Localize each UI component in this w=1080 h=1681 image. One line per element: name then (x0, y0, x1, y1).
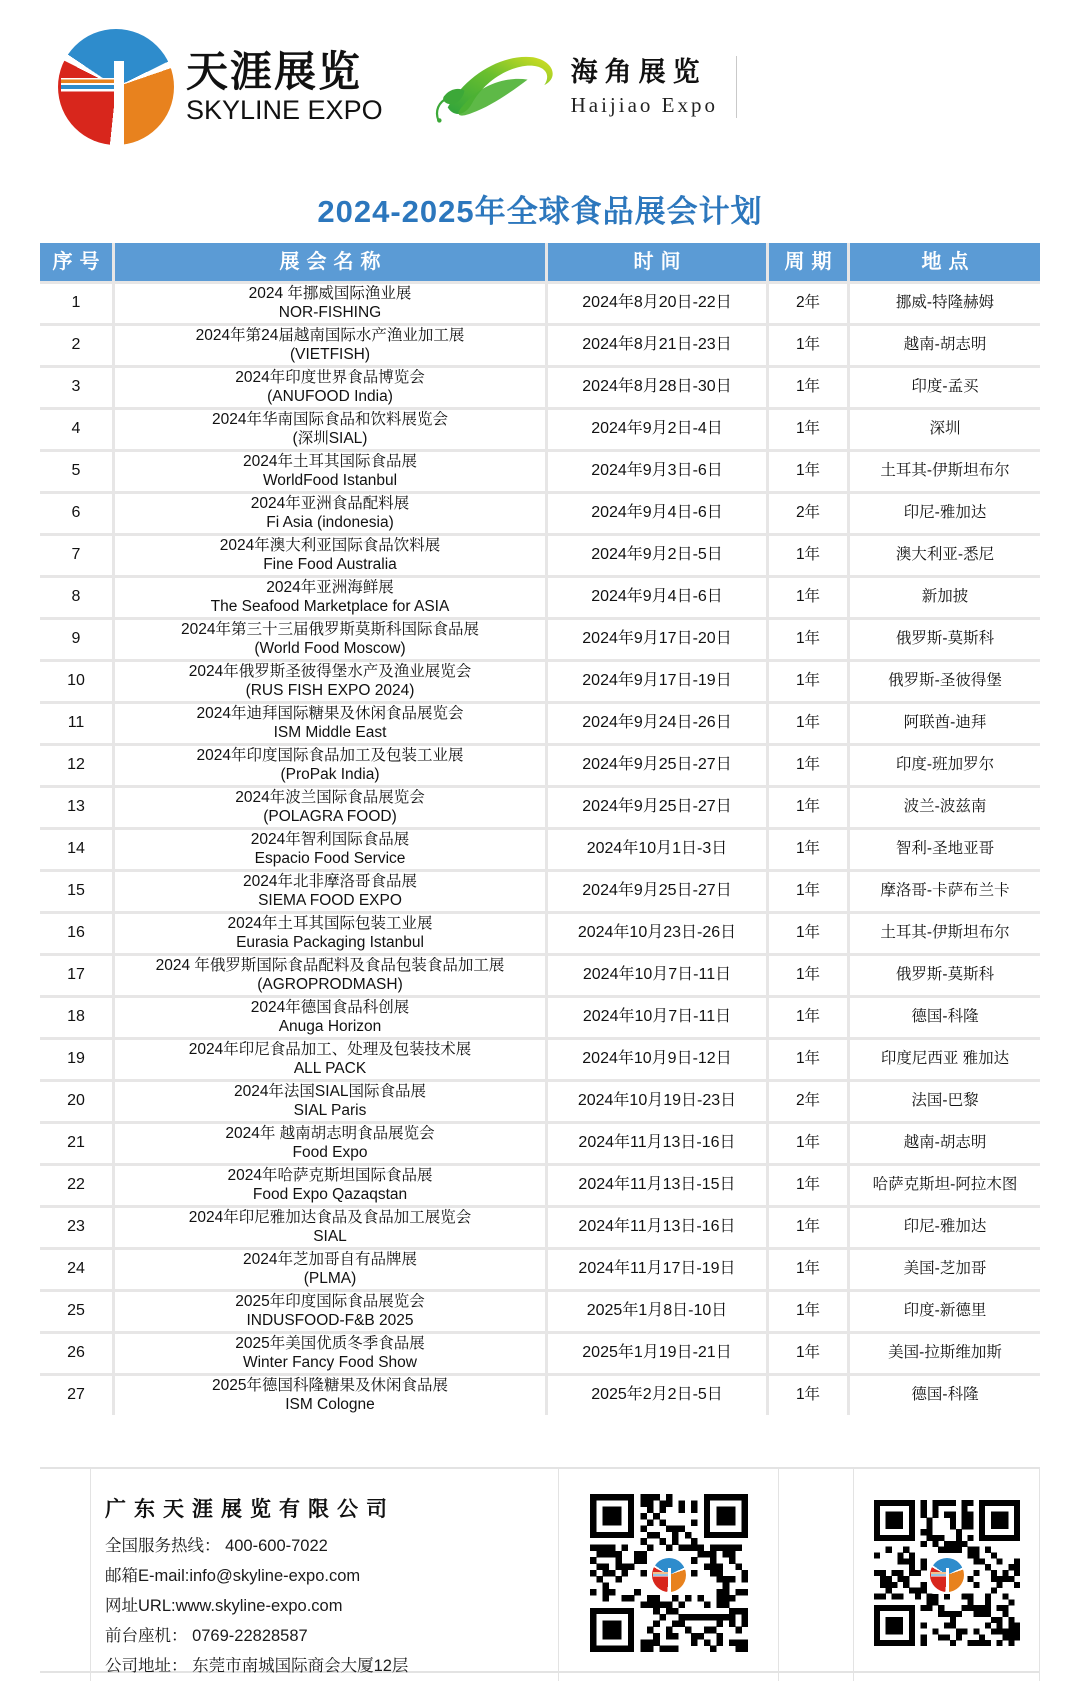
row-number: 8 (40, 578, 112, 617)
haijiao-leaf-icon (431, 41, 561, 133)
exhibition-cycle: 1年 (769, 1040, 847, 1079)
row-number: 24 (40, 1250, 112, 1289)
exhibition-name (115, 872, 545, 911)
brand-header (0, 0, 1080, 146)
exhibition-date: 2024年9月25日-27日 (548, 788, 766, 827)
exhibition-date: 2024年9月2日-5日 (548, 536, 766, 575)
exhibition-name (115, 536, 545, 575)
exhibition-name-cn: 2024 年俄罗斯国际食品配料及食品包装食品加工展 (155, 957, 505, 974)
row-number: 25 (40, 1292, 112, 1331)
exhibition-date: 2024年9月25日-27日 (548, 746, 766, 785)
exhibition-name-en: INDUSFOOD-F&B 2025 (246, 1311, 414, 1329)
exhibition-cycle: 2年 (769, 494, 847, 533)
exhibition-cycle: 1年 (769, 1250, 847, 1289)
exhibition-name-en: NOR-FISHING (278, 303, 382, 321)
company-phone: 前台座机： 0769-22828587 (105, 1627, 308, 1645)
row-number: 22 (40, 1166, 112, 1205)
qr-code-left (582, 1486, 756, 1665)
exhibition-date: 2024年9月4日-6日 (548, 578, 766, 617)
exhibition-name-en: SIEMA FOOD EXPO (258, 891, 402, 909)
qr-right-pie-logo-icon (928, 1556, 966, 1594)
exhibition-date: 2024年9月24日-26日 (548, 704, 766, 743)
exhibition-cycle: 1年 (769, 1334, 847, 1373)
exhibition-date: 2025年1月19日-21日 (548, 1334, 766, 1373)
exhibition-name-en: (ProPak India) (280, 765, 380, 783)
row-number: 15 (40, 872, 112, 911)
exhibition-location: 美国-拉斯维加斯 (850, 1334, 1040, 1373)
exhibition-location: 深圳 (850, 410, 1040, 449)
exhibition-name (115, 746, 545, 785)
row-number: 18 (40, 998, 112, 1037)
exhibition-cycle: 1年 (769, 1208, 847, 1247)
exhibition-name-en: Food Expo Qazaqstan (252, 1185, 408, 1203)
exhibition-name-en: Fi Asia (indonesia) (266, 513, 394, 531)
exhibition-name-cn: 2025年印度国际食品展览会 (235, 1293, 425, 1310)
exhibition-date: 2024年11月17日-19日 (548, 1250, 766, 1289)
company-email: 邮箱E-mail:info@skyline-expo.com (105, 1567, 361, 1585)
column-header-name: 展会名称 (115, 243, 545, 281)
exhibition-location: 印度尼西亚 雅加达 (850, 1040, 1040, 1079)
exhibition-name (115, 662, 545, 701)
exhibition-cycle: 1年 (769, 410, 847, 449)
exhibition-name-cn: 2024年哈萨克斯坦国际食品展 (227, 1167, 433, 1184)
exhibition-location: 印尼-雅加达 (850, 494, 1040, 533)
exhibition-name-cn: 2024年法国SIAL国际食品展 (233, 1083, 427, 1100)
exhibition-date: 2024年8月28日-30日 (548, 368, 766, 407)
exhibition-name-en: Winter Fancy Food Show (242, 1353, 417, 1371)
exhibition-name (115, 494, 545, 533)
exhibition-cycle: 1年 (769, 368, 847, 407)
company-address: 公司地址： 东莞市南城国际商会大厦12层 (105, 1657, 409, 1675)
exhibition-cycle: 1年 (769, 1292, 847, 1331)
exhibition-name-cn: 2024年北非摩洛哥食品展 (243, 873, 417, 890)
qr-code-right (866, 1492, 1028, 1659)
exhibition-name-en: (RUS FISH EXPO 2024) (245, 681, 415, 699)
qr-left-pie-logo-icon (650, 1556, 688, 1594)
exhibition-cycle: 1年 (769, 326, 847, 365)
exhibition-name (115, 1124, 545, 1163)
exhibition-name (115, 326, 545, 365)
exhibition-location: 智利-圣地亚哥 (850, 830, 1040, 869)
exhibition-table (40, 243, 1040, 1415)
exhibition-name (115, 620, 545, 659)
exhibition-cycle: 1年 (769, 956, 847, 995)
exhibition-name-cn: 2024年德国食品科创展 (250, 999, 410, 1016)
exhibition-name-en: (VIETFISH) (289, 345, 371, 363)
exhibition-name (115, 1208, 545, 1247)
exhibition-date: 2024年11月13日-15日 (548, 1166, 766, 1205)
haijiao-name-cn: 海角展览 (570, 56, 707, 87)
company-info (90, 1469, 558, 1681)
exhibition-name (115, 1082, 545, 1121)
exhibition-location: 哈萨克斯坦-阿拉木图 (850, 1166, 1040, 1205)
exhibition-name (115, 998, 545, 1037)
exhibition-location: 印尼-雅加达 (850, 1208, 1040, 1247)
exhibition-name-cn: 2024年第24届越南国际水产渔业加工展 (195, 327, 465, 344)
exhibition-name (115, 1376, 545, 1415)
exhibition-date: 2025年1月8日-10日 (548, 1292, 766, 1331)
exhibition-name-cn: 2025年德国科隆糖果及休闲食品展 (212, 1377, 448, 1394)
exhibition-name-en: Food Expo (292, 1143, 368, 1161)
column-header-cycle: 周期 (769, 243, 847, 281)
exhibition-name-en: (ANUFOOD India) (267, 387, 393, 405)
row-number: 9 (40, 620, 112, 659)
exhibition-name-cn: 2024年迪拜国际糖果及休闲食品展览会 (196, 705, 464, 722)
exhibition-cycle: 1年 (769, 536, 847, 575)
exhibition-location: 俄罗斯-莫斯科 (850, 620, 1040, 659)
haijiao-logo (431, 41, 718, 133)
row-number: 21 (40, 1124, 112, 1163)
exhibition-location: 摩洛哥-卡萨布兰卡 (850, 872, 1040, 911)
skyline-name-en: SKYLINE EXPO (186, 94, 383, 125)
exhibition-date: 2024年9月17日-20日 (548, 620, 766, 659)
exhibition-date: 2024年10月9日-12日 (548, 1040, 766, 1079)
skyline-pie-logo-icon (58, 29, 174, 145)
skyline-logo-text (186, 47, 383, 125)
exhibition-name (115, 704, 545, 743)
footer-qr-cell-right (853, 1469, 1040, 1681)
exhibition-date: 2024年8月20日-22日 (548, 284, 766, 323)
haijiao-name-en: Haijiao Expo (570, 92, 718, 117)
exhibition-location: 德国-科隆 (850, 998, 1040, 1037)
exhibition-name-en: Eurasia Packaging Istanbul (236, 933, 424, 951)
exhibition-name-en: (AGROPRODMASH) (257, 975, 403, 993)
row-number: 13 (40, 788, 112, 827)
exhibition-cycle: 1年 (769, 620, 847, 659)
exhibition-name (115, 830, 545, 869)
row-number: 5 (40, 452, 112, 491)
exhibition-location: 挪威-特隆赫姆 (850, 284, 1040, 323)
exhibition-location: 新加披 (850, 578, 1040, 617)
exhibition-date: 2024年11月13日-16日 (548, 1208, 766, 1247)
column-header-date: 时间 (548, 243, 766, 281)
exhibition-location: 波兰-波兹南 (850, 788, 1040, 827)
row-number: 1 (40, 284, 112, 323)
exhibition-name (115, 368, 545, 407)
haijiao-logo-text (570, 56, 718, 117)
exhibition-name (115, 956, 545, 995)
exhibition-name-en: Espacio Food Service (254, 849, 406, 867)
exhibition-name-cn: 2024年亚洲海鲜展 (266, 579, 394, 596)
exhibition-name-cn: 2024年芝加哥自有品牌展 (243, 1251, 417, 1268)
exhibition-location: 俄罗斯-莫斯科 (850, 956, 1040, 995)
exhibition-name-en: WorldFood Istanbul (262, 471, 398, 489)
exhibition-cycle: 1年 (769, 788, 847, 827)
page-title: 2024-2025年全球食品展会计划 (317, 194, 763, 229)
exhibition-name-cn: 2024年印度世界食品博览会 (235, 369, 425, 386)
exhibition-name-en: ALL PACK (293, 1059, 367, 1077)
row-number: 26 (40, 1334, 112, 1373)
exhibition-date: 2024年10月1日-3日 (548, 830, 766, 869)
exhibition-name (115, 1334, 545, 1373)
exhibition-name-en: The Seafood Marketplace for ASIA (210, 597, 450, 615)
exhibition-name-en: (PLMA) (303, 1269, 357, 1287)
row-number: 23 (40, 1208, 112, 1247)
exhibition-name-en: SIAL (313, 1227, 347, 1245)
exhibition-date: 2025年2月2日-5日 (548, 1376, 766, 1415)
exhibition-cycle: 1年 (769, 1376, 847, 1415)
row-number: 7 (40, 536, 112, 575)
exhibition-location: 印度-新德里 (850, 1292, 1040, 1331)
exhibition-location: 法国-巴黎 (850, 1082, 1040, 1121)
exhibition-name (115, 914, 545, 953)
row-number: 19 (40, 1040, 112, 1079)
footer-qr-cell-left (558, 1469, 778, 1681)
exhibition-name (115, 1166, 545, 1205)
exhibition-name (115, 1040, 545, 1079)
exhibition-name-en: ISM Cologne (285, 1395, 375, 1413)
exhibition-name-en: (World Food Moscow) (254, 639, 406, 657)
row-number: 6 (40, 494, 112, 533)
exhibition-location: 越南-胡志明 (850, 326, 1040, 365)
exhibition-location: 土耳其-伊斯坦布尔 (850, 452, 1040, 491)
exhibition-name-cn: 2025年美国优质冬季食品展 (235, 1335, 425, 1352)
row-number: 20 (40, 1082, 112, 1121)
exhibition-name-cn: 2024年印度国际食品加工及包装工业展 (196, 747, 464, 764)
exhibition-name-cn: 2024年智利国际食品展 (250, 831, 410, 848)
exhibition-location: 印度-孟买 (850, 368, 1040, 407)
row-number: 11 (40, 704, 112, 743)
exhibition-cycle: 2年 (769, 284, 847, 323)
exhibition-name (115, 284, 545, 323)
exhibition-name-cn: 2024年土耳其国际食品展 (243, 453, 417, 470)
exhibition-date: 2024年11月13日-16日 (548, 1124, 766, 1163)
exhibition-cycle: 1年 (769, 998, 847, 1037)
exhibition-cycle: 1年 (769, 452, 847, 491)
exhibition-name (115, 1250, 545, 1289)
row-number: 16 (40, 914, 112, 953)
exhibition-name-cn: 2024年 越南胡志明食品展览会 (225, 1125, 435, 1142)
exhibition-date: 2024年8月21日-23日 (548, 326, 766, 365)
exhibition-location: 美国-芝加哥 (850, 1250, 1040, 1289)
company-hotline: 全国服务热线： 400-600-7022 (105, 1537, 328, 1555)
exhibition-cycle: 2年 (769, 1082, 847, 1121)
exhibition-date: 2024年10月7日-11日 (548, 998, 766, 1037)
exhibition-date: 2024年9月2日-4日 (548, 410, 766, 449)
exhibition-date: 2024年10月19日-23日 (548, 1082, 766, 1121)
exhibition-cycle: 1年 (769, 578, 847, 617)
exhibition-location: 德国-科隆 (850, 1376, 1040, 1415)
exhibition-location: 越南-胡志明 (850, 1124, 1040, 1163)
exhibition-name-cn: 2024年印尼食品加工、处理及包装技术展 (188, 1041, 472, 1058)
footer (40, 1467, 1040, 1673)
exhibition-cycle: 1年 (769, 1166, 847, 1205)
exhibition-date: 2024年9月25日-27日 (548, 872, 766, 911)
exhibition-name-cn: 2024年澳大利亚国际食品饮料展 (219, 537, 441, 554)
exhibition-cycle: 1年 (769, 914, 847, 953)
row-number: 4 (40, 410, 112, 449)
exhibition-name-cn: 2024年亚洲食品配料展 (250, 495, 410, 512)
exhibition-location: 土耳其-伊斯坦布尔 (850, 914, 1040, 953)
footer-empty-cell (778, 1469, 853, 1681)
column-header-location: 地点 (850, 243, 1040, 281)
row-number: 17 (40, 956, 112, 995)
exhibition-location: 澳大利亚-悉尼 (850, 536, 1040, 575)
exhibition-date: 2024年9月3日-6日 (548, 452, 766, 491)
exhibition-name (115, 788, 545, 827)
exhibition-date: 2024年9月4日-6日 (548, 494, 766, 533)
exhibition-cycle: 1年 (769, 872, 847, 911)
row-number: 14 (40, 830, 112, 869)
exhibition-name-cn: 2024年第三十三届俄罗斯莫斯科国际食品展 (181, 621, 479, 638)
exhibition-name-en: (深圳SIAL) (292, 429, 368, 447)
exhibition-name (115, 578, 545, 617)
exhibition-name-en: SIAL Paris (293, 1101, 367, 1119)
exhibition-date: 2024年10月7日-11日 (548, 956, 766, 995)
exhibition-name-cn: 2024年印尼雅加达食品及食品加工展览会 (188, 1209, 472, 1226)
exhibition-name-cn: 2024年波兰国际食品展览会 (235, 789, 425, 806)
header-divider (736, 56, 737, 118)
exhibition-cycle: 1年 (769, 1124, 847, 1163)
exhibition-name-en: ISM Middle East (273, 723, 387, 741)
footer-spacer-cell (40, 1469, 90, 1681)
row-number: 12 (40, 746, 112, 785)
company-url: 网址URL:www.skyline-expo.com (105, 1597, 343, 1615)
exhibition-name-cn: 2024年俄罗斯圣彼得堡水产及渔业展览会 (188, 663, 472, 680)
exhibition-cycle: 1年 (769, 746, 847, 785)
skyline-name-cn: 天涯展览 (186, 47, 363, 95)
exhibition-name-en: Anuga Horizon (278, 1017, 382, 1035)
exhibition-name-en: Fine Food Australia (263, 555, 397, 573)
exhibition-location: 印度-班加罗尔 (850, 746, 1040, 785)
exhibition-date: 2024年9月17日-19日 (548, 662, 766, 701)
row-number: 27 (40, 1376, 112, 1415)
exhibition-cycle: 1年 (769, 704, 847, 743)
exhibition-date: 2024年10月23日-26日 (548, 914, 766, 953)
exhibition-name (115, 452, 545, 491)
exhibition-location: 俄罗斯-圣彼得堡 (850, 662, 1040, 701)
column-header-no: 序号 (40, 243, 112, 281)
exhibition-cycle: 1年 (769, 662, 847, 701)
company-name: 广东天涯展览有限公司 (105, 1498, 395, 1521)
row-number: 2 (40, 326, 112, 365)
row-number: 10 (40, 662, 112, 701)
exhibition-name (115, 1292, 545, 1331)
exhibition-name-cn: 2024年华南国际食品和饮料展览会 (212, 411, 448, 428)
exhibition-cycle: 1年 (769, 830, 847, 869)
exhibition-name-cn: 2024 年挪威国际渔业展 (248, 285, 412, 302)
row-number: 3 (40, 368, 112, 407)
exhibition-name-cn: 2024年土耳其国际包装工业展 (227, 915, 433, 932)
exhibition-name-en: (POLAGRA FOOD) (263, 807, 397, 825)
exhibition-name (115, 410, 545, 449)
exhibition-location: 阿联酋-迪拜 (850, 704, 1040, 743)
